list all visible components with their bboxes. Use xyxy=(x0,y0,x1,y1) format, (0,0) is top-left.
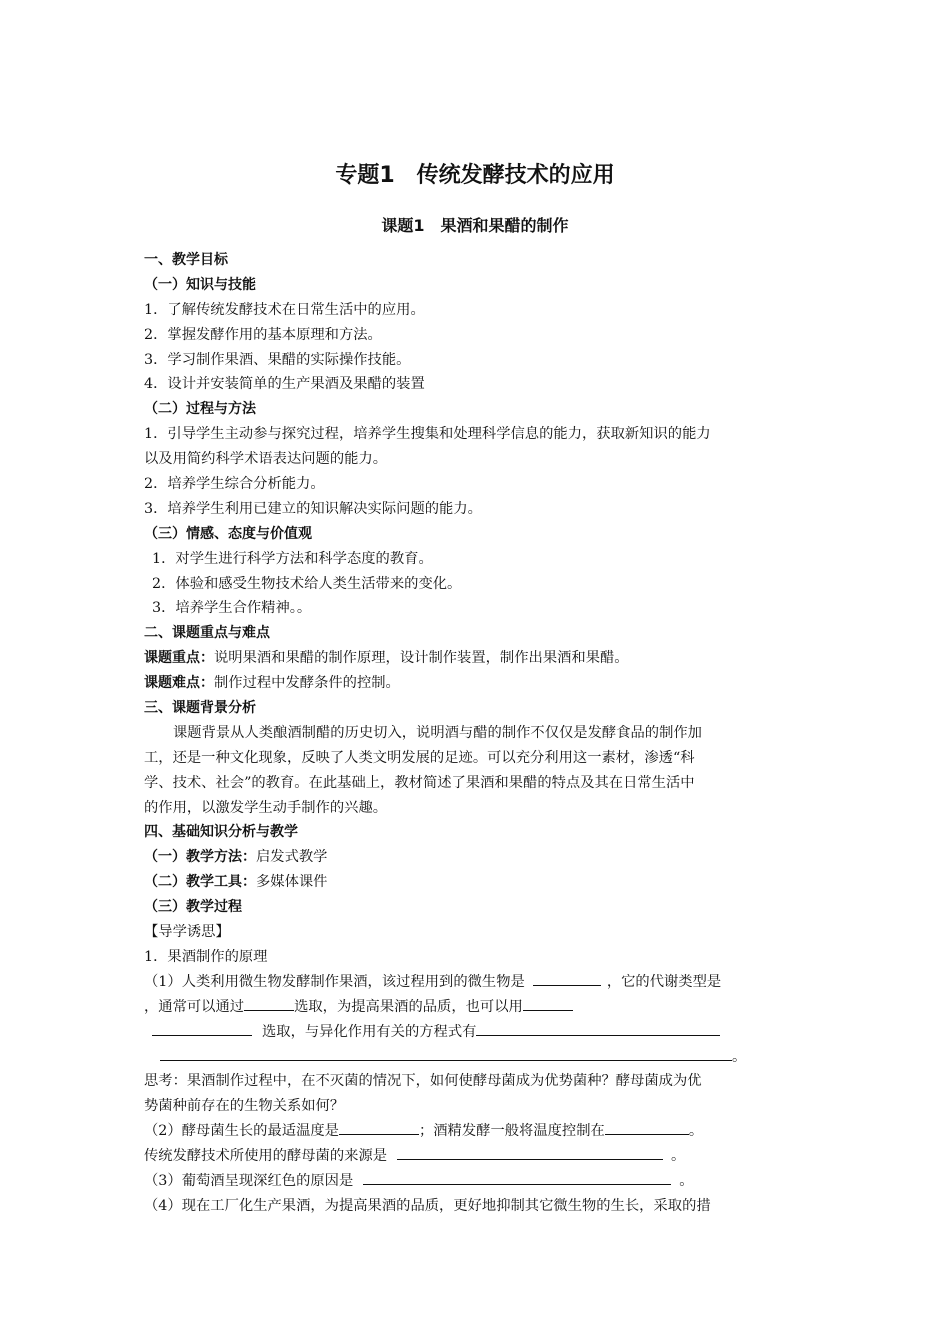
question-text: 。 xyxy=(688,1123,704,1140)
subsection-heading: （二）过程与方法 xyxy=(144,401,256,418)
fill-blank[interactable] xyxy=(152,1021,252,1036)
list-item: 3．学习制作果酒、果醋的实际操作技能。 xyxy=(144,351,411,368)
key-point-label: 课题重点： xyxy=(144,650,214,667)
question-text: ；酒精发酵一般将温度控制在 xyxy=(418,1123,605,1140)
list-item: 1．引导学生主动参与探究过程，培养学生搜集和处理科学信息的能力，获取新知识的能力 xyxy=(144,426,711,443)
question-text: ，它的代谢类型是 xyxy=(606,973,722,990)
teaching-tool-label: （二）教学工具： xyxy=(144,874,256,891)
list-item: 3．培养学生利用已建立的知识解决实际问题的能力。 xyxy=(144,500,482,517)
fill-blank[interactable] xyxy=(244,996,294,1011)
question-text: （1）人类利用微生物发酵制作果酒，该过程用到的微生物是 xyxy=(144,973,525,990)
question-1 xyxy=(144,970,809,995)
fill-blank[interactable] xyxy=(533,971,601,986)
paragraph-line: 的作用，以激发学生动手制作的兴趣。 xyxy=(144,799,388,816)
question-text: 传统发酵技术所使用的酵母菌的来源是 xyxy=(144,1148,388,1165)
fill-blank[interactable] xyxy=(523,996,573,1011)
question-text: （3）葡萄酒呈现深红色的原因是 xyxy=(144,1172,354,1189)
question-text: ，通常可以通过 xyxy=(144,998,245,1015)
teaching-method xyxy=(144,845,809,870)
guide-heading: 【导学诱思】 xyxy=(144,924,230,941)
question-2-cont xyxy=(144,1144,809,1169)
question-2 xyxy=(144,1119,809,1144)
subsection-heading: （一）知识与技能 xyxy=(144,276,256,293)
topic-line: 1．果酒制作的原理 xyxy=(144,948,268,965)
list-item: 2．掌握发酵作用的基本原理和方法。 xyxy=(144,326,382,343)
fill-blank[interactable] xyxy=(476,1021,720,1036)
document-body xyxy=(144,248,809,1219)
fill-blank[interactable] xyxy=(605,1120,689,1135)
paragraph-line: 学、技术、社会”的教育。在此基础上，教材简述了果酒和果醋的特点及其在日常生活中 xyxy=(144,774,695,791)
list-item: 1．了解传统发酵技术在日常生活中的应用。 xyxy=(144,301,425,318)
question-text: 。 xyxy=(732,1048,747,1065)
question-1-cont xyxy=(144,1020,809,1045)
question-text: 。 xyxy=(671,1148,686,1165)
lesson-title: 课题1 果酒和果醋的制作 xyxy=(381,216,569,235)
question-1-cont xyxy=(144,995,809,1020)
section-heading: 四、基础知识分析与教学 xyxy=(144,824,298,841)
question-1-cont xyxy=(144,1045,809,1070)
section-heading: 二、课题重点与难点 xyxy=(144,625,270,642)
fill-blank[interactable] xyxy=(363,1170,671,1185)
fill-blank[interactable] xyxy=(397,1145,663,1160)
teaching-method-text: 启发式教学 xyxy=(256,849,328,866)
key-point xyxy=(144,646,809,671)
question-text: 。 xyxy=(679,1172,694,1189)
question-text: 选取，为提高果酒的品质，也可以用 xyxy=(294,998,523,1015)
fill-blank[interactable] xyxy=(160,1046,732,1061)
key-point-text: 说明果酒和果醋的制作原理，设计制作装置，制作出果酒和果醋。 xyxy=(214,650,629,667)
document-title: 专题1 传统发酵技术的应用 xyxy=(335,163,615,188)
subsection-heading: （三）教学过程 xyxy=(144,899,242,916)
list-item: 2．培养学生综合分析能力。 xyxy=(144,476,325,493)
list-item: 以及用简约科学术语表达问题的能力。 xyxy=(144,451,388,468)
difficult-point-text: 制作过程中发酵条件的控制。 xyxy=(214,675,400,692)
question-4: （4）现在工厂化生产果酒，为提高果酒的品质，更好地抑制其它微生物的生长，采取的措 xyxy=(144,1197,711,1214)
question-text: （2）酵母菌生长的最适温度是 xyxy=(144,1123,339,1140)
paragraph-line: 课题背景从人类酿酒制醋的历史切入，说明酒与醋的制作不仅仅是发酵食品的制作加 xyxy=(173,724,702,741)
teaching-tool xyxy=(144,870,809,895)
fill-blank[interactable] xyxy=(339,1120,419,1135)
section-heading: 三、课题背景分析 xyxy=(144,700,256,717)
think-line: 势菌种前存在的生物关系如何？ xyxy=(144,1098,345,1115)
list-item: 4．设计并安装简单的生产果酒及果醋的装置 xyxy=(144,376,425,393)
question-text: 选取，与异化作用有关的方程式有 xyxy=(262,1023,477,1040)
subsection-heading: （三）情感、态度与价值观 xyxy=(144,525,312,542)
question-3 xyxy=(144,1169,809,1194)
think-line: 思考：果酒制作过程中，在不灭菌的情况下，如何使酵母菌成为优势菌种？酵母菌成为优 xyxy=(144,1073,702,1090)
teaching-tool-text: 多媒体课件 xyxy=(256,874,328,891)
section-heading: 一、教学目标 xyxy=(144,252,228,268)
difficult-point-label: 课题难点： xyxy=(144,675,214,692)
difficult-point xyxy=(144,671,809,696)
list-item: 3．培养学生合作精神。。 xyxy=(152,600,312,617)
teaching-method-label: （一）教学方法： xyxy=(144,849,256,866)
list-item: 2．体验和感受生物技术给人类生活带来的变化。 xyxy=(152,575,462,592)
paragraph-line: 工，还是一种文化现象，反映了人类文明发展的足迹。可以充分利用这一素材，渗透“科 xyxy=(144,749,695,766)
list-item: 1．对学生进行科学方法和科学态度的教育。 xyxy=(152,550,433,567)
